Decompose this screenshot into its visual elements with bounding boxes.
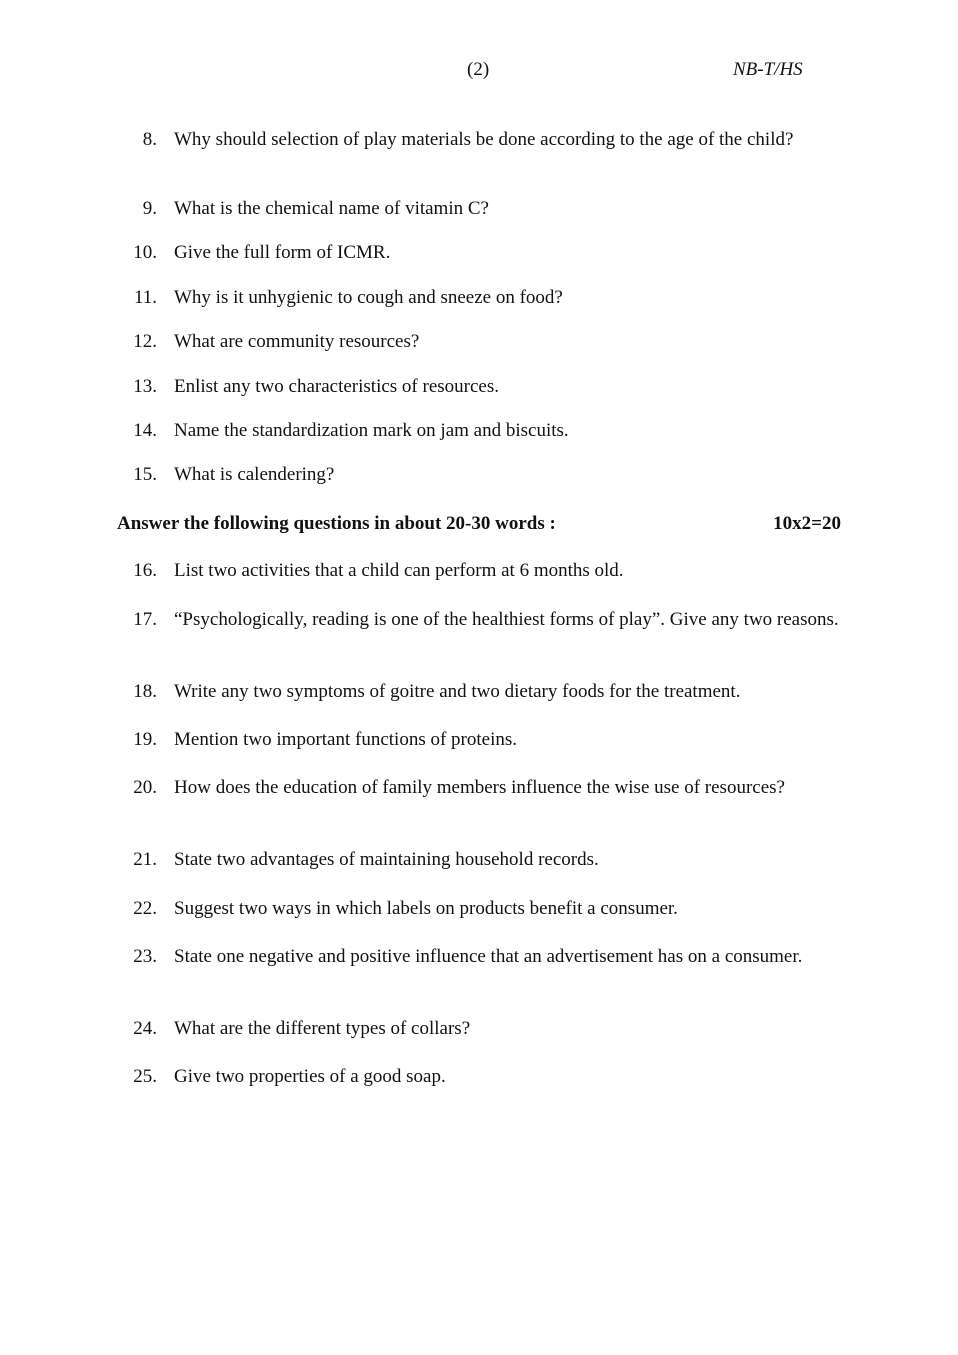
- question-23: [117, 945, 843, 969]
- question-16: [117, 559, 843, 583]
- question-number: 20.: [133, 777, 157, 798]
- question-text: What is the chemical name of vitamin C?: [174, 198, 489, 219]
- question-15: [117, 463, 843, 487]
- question-text: Why is it unhygienic to cough and sneeze on food?: [174, 287, 563, 308]
- question-number: 16.: [133, 560, 157, 581]
- question-18: [117, 680, 843, 704]
- question-11: [117, 286, 843, 310]
- question-12: [117, 330, 843, 354]
- question-number: 15.: [133, 464, 157, 485]
- question-number: 19.: [133, 729, 157, 750]
- question-9: [117, 197, 843, 221]
- question-number: 22.: [133, 898, 157, 919]
- paper-code: NB-T/HS: [733, 59, 803, 80]
- question-text: Give two properties of a good soap.: [174, 1066, 446, 1087]
- question-17: [117, 608, 843, 632]
- question-text: What is calendering?: [174, 464, 335, 485]
- question-number: 13.: [133, 376, 157, 397]
- question-text: “Psychologically, reading is one of the healthiest forms of play”. Give any two reasons.: [174, 609, 839, 630]
- question-number: 10.: [133, 242, 157, 263]
- question-text: Name the standardization mark on jam and biscuits.: [174, 420, 569, 441]
- question-text: State two advantages of maintaining household records.: [174, 849, 599, 870]
- question-text: Why should selection of play materials be done according to the age of the child?: [174, 129, 794, 150]
- question-number: 14.: [133, 420, 157, 441]
- question-text: What are community resources?: [174, 331, 420, 352]
- question-number: 9.: [142, 198, 157, 219]
- question-number: 21.: [133, 849, 157, 870]
- question-14: [117, 419, 843, 443]
- question-10: [117, 241, 843, 265]
- question-13: [117, 375, 843, 399]
- question-number: 24.: [133, 1018, 157, 1039]
- question-21: [117, 848, 843, 872]
- question-text: Suggest two ways in which labels on products benefit a consumer.: [174, 898, 678, 919]
- question-25: [117, 1065, 843, 1089]
- page-number: (2): [467, 59, 490, 80]
- question-number: 8.: [142, 129, 157, 150]
- question-number: 12.: [133, 331, 157, 352]
- question-19: [117, 728, 843, 752]
- question-text: State one negative and positive influence that an advertisement has on a consumer.: [174, 946, 803, 967]
- section-instruction: Answer the following questions in about 20-30 words :: [117, 513, 556, 534]
- question-8: [117, 128, 843, 152]
- question-text: Mention two important functions of proteins.: [174, 729, 518, 750]
- section-heading: [117, 512, 843, 536]
- question-24: [117, 1017, 843, 1041]
- question-text: List two activities that a child can perform at 6 months old.: [174, 560, 624, 581]
- question-22: [117, 897, 843, 921]
- question-text: What are the different types of collars?: [174, 1018, 471, 1039]
- question-text: How does the education of family members influence the wise use of resources?: [174, 777, 785, 798]
- question-number: 25.: [133, 1066, 157, 1087]
- question-number: 23.: [133, 946, 157, 967]
- question-number: 17.: [133, 609, 157, 630]
- question-number: 18.: [133, 681, 157, 702]
- question-number: 11.: [133, 287, 157, 308]
- question-text: Give the full form of ICMR.: [174, 242, 391, 263]
- question-text: Enlist any two characteristics of resources.: [174, 376, 499, 397]
- section-marks: 10x2=20: [773, 513, 841, 534]
- question-20: [117, 776, 843, 800]
- question-text: Write any two symptoms of goitre and two dietary foods for the treatment.: [174, 681, 741, 702]
